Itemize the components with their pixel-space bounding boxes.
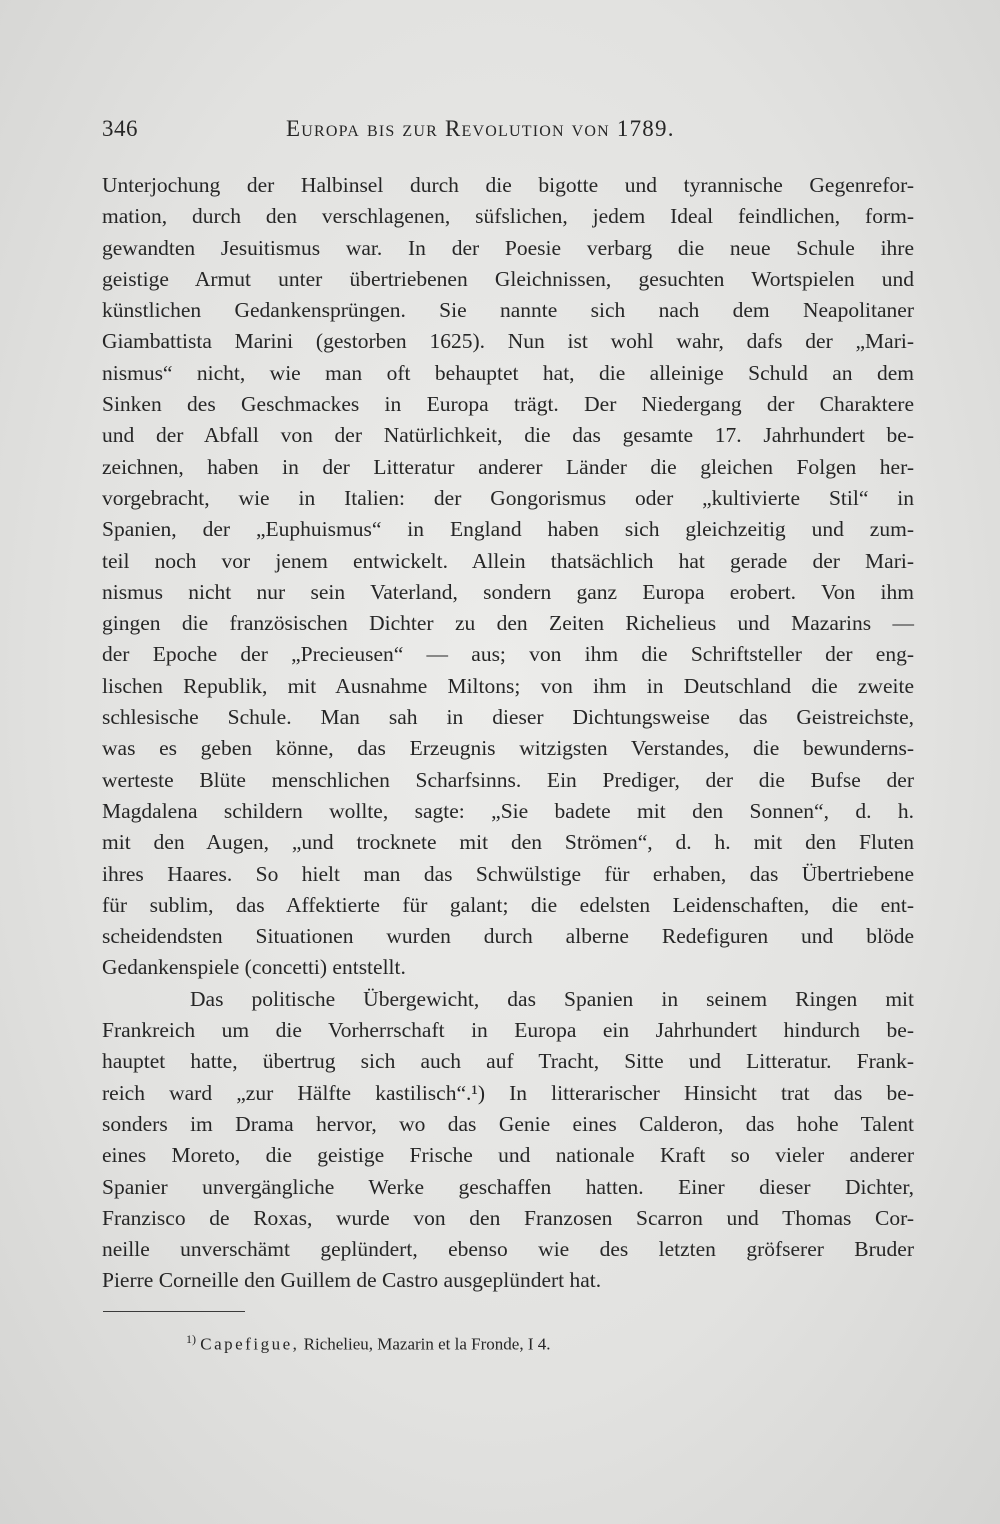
text-line: vorgebracht, wie in Italien: der Gongorismus oder „kultivierte Stil“ in [102, 485, 914, 510]
page-header [102, 116, 914, 150]
footnote-divider [103, 1311, 245, 1312]
paragraph-1 [102, 170, 914, 984]
footnote-text: Richelieu, Mazarin et la Fronde, I 4. [303, 1334, 551, 1354]
text-line: zeichnen, haben in der Litteratur anderer Länder die gleichen Folgen her- [102, 454, 914, 479]
text-line: Frankreich um die Vorherrschaft in Europa ein Jahrhundert hindurch be- [102, 1018, 914, 1043]
text-line: eines Moreto, die geistige Frische und nationale Kraft so vieler anderer [102, 1143, 914, 1168]
text-line: hauptet hatte, übertrug sich auch auf Tracht, Sitte und Litteratur. Frank- [102, 1049, 914, 1074]
text-line: nismus nicht nur sein Vaterland, sondern ganz Europa erobert. Von ihm [102, 579, 914, 604]
text-line: schlesische Schule. Man sah in dieser Dichtungsweise das Geistreichste, [102, 705, 914, 730]
text-line: Sinken des Geschmackes in Europa trägt. Der Niedergang der Charaktere [102, 392, 914, 417]
text-line: werteste Blüte menschlichen Scharfsinns. Ein Prediger, der die Bufse der [102, 767, 914, 792]
text-line: und der Abfall von der Natürlichkeit, die das gesamte 17. Jahrhundert be- [102, 423, 914, 448]
text-line: künstlichen Gedankensprüngen. Sie nannte sich nach dem Neapolitaner [102, 298, 914, 323]
text-line: Spanien, der „Euphuismus“ in England haben sich gleichzeitig und zum- [102, 517, 914, 542]
footnote [186, 1332, 551, 1355]
text-line: Franzisco de Roxas, wurde von den Franzosen Scarron und Thomas Cor- [102, 1205, 914, 1230]
footnote-author: Capefigue, [200, 1334, 300, 1354]
paragraph-2 [102, 984, 914, 1297]
text-line: gingen die französischen Dichter zu den Zeiten Richelieus und Mazarins — [102, 611, 914, 636]
text-line: teil noch vor jenem entwickelt. Allein thatsächlich hat gerade der Mari- [102, 548, 914, 573]
text-line: Das politische Übergewicht, das Spanien in seinem Ringen mit [190, 986, 914, 1011]
text-line: was es geben könne, das Erzeugnis witzigsten Verstandes, die bewunderns- [102, 736, 914, 761]
text-line: scheidendsten Situationen wurden durch alberne Redefiguren und blöde [102, 924, 914, 949]
text-line: der Epoche der „Precieusen“ — aus; von ihm die Schriftsteller der eng- [102, 642, 914, 667]
text-line: sonders im Drama hervor, wo das Genie eines Calderon, das hohe Talent [102, 1111, 914, 1136]
text-line: mit den Augen, „und trocknete mit den Strömen“, d. h. mit den Fluten [102, 830, 914, 855]
body-text [102, 170, 914, 1297]
text-line: lischen Republik, mit Ausnahme Miltons; von ihm in Deutschland die zweite [102, 673, 914, 698]
text-line: Gedankenspiele (concetti) entstellt. [102, 955, 406, 980]
text-line: geistige Armut unter übertriebenen Gleichnissen, gesuchten Wortspielen und [102, 266, 914, 291]
text-line: Pierre Corneille den Guillem de Castro ausgeplündert hat. [102, 1268, 602, 1293]
text-line: nismus“ nicht, wie man oft behauptet hat, die alleinige Schuld an dem [102, 360, 914, 385]
text-line: für sublim, das Affektierte für galant; die edelsten Leidenschaften, die ent- [102, 892, 914, 917]
text-line: Giambattista Marini (gestorben 1625). Nun ist wohl wahr, dafs der „Mari- [102, 329, 914, 354]
text-line: gewandten Jesuitismus war. In der Poesie verbarg die neue Schule ihre [102, 235, 914, 260]
text-line: neille unverschämt geplündert, ebenso wie des letzten gröfserer Bruder [102, 1237, 914, 1262]
text-line: ihres Haares. So hielt man das Schwülstige für erhaben, das Übertriebene [102, 861, 914, 886]
text-line: Unterjochung der Halbinsel durch die bigotte und tyrannische Gegenrefor- [102, 173, 914, 197]
text-line: mation, durch den verschlagenen, süfslichen, jedem Ideal feindlichen, form- [102, 204, 914, 229]
text-line: Magdalena schildern wollte, sagte: „Sie badete mit den Sonnen“, d. h. [102, 798, 914, 823]
text-line: reich ward „zur Hälfte kastilisch“.¹) In litterarischer Hinsicht trat das be- [102, 1080, 914, 1105]
page-number: 346 [102, 116, 138, 141]
text-line: Spanier unvergängliche Werke geschaffen hatten. Einer dieser Dichter, [102, 1174, 914, 1199]
running-title: Europa bis zur Revolution von 1789. [286, 116, 675, 141]
footnote-marker: 1) [186, 1332, 196, 1346]
